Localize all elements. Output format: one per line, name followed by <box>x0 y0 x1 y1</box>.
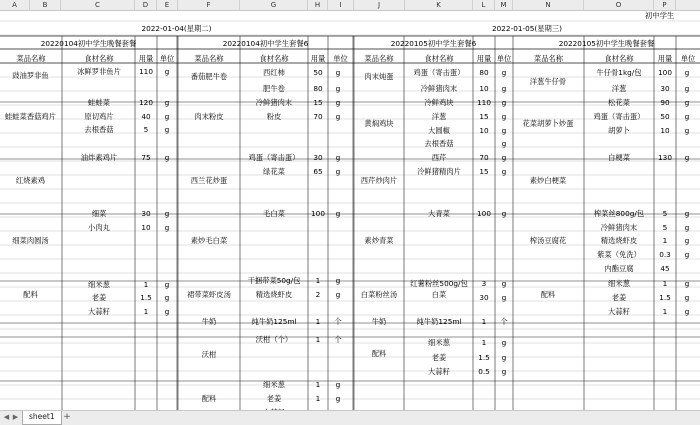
cell[interactable]: 冷鲜猪肉末 <box>255 98 293 107</box>
cell[interactable]: g <box>164 67 170 76</box>
cell[interactable]: g <box>335 276 341 285</box>
cell[interactable]: 1 <box>315 394 321 403</box>
column-header-m[interactable]: M <box>495 0 513 10</box>
cell[interactable]: 松花菜 <box>608 98 630 107</box>
column-header-d[interactable]: D <box>135 0 157 10</box>
menu-title-c2: 20220104初中学生套餐6 <box>222 39 309 48</box>
sheet-tab-sheet1[interactable]: sheet1 <box>22 411 62 425</box>
cell[interactable]: 精选烧虾皮 <box>255 290 293 299</box>
cell[interactable]: 10 <box>660 126 670 135</box>
cell[interactable]: 洋葱牛仔骨 <box>529 77 567 86</box>
cell[interactable]: 冷鲜鸡块 <box>424 98 454 107</box>
cell[interactable]: 老姜 <box>91 293 107 302</box>
cell[interactable]: g <box>684 68 690 77</box>
cell[interactable]: 榨汤豆腐花 <box>529 236 567 245</box>
cell[interactable]: g <box>684 126 690 135</box>
cell[interactable]: 1.5 <box>140 293 152 302</box>
sheet-tab-bar <box>0 410 700 425</box>
cell[interactable]: 80 <box>479 68 489 77</box>
cell[interactable]: 绿花菜 <box>263 167 285 176</box>
cell[interactable]: g <box>164 125 170 134</box>
cell[interactable]: 1 <box>662 279 668 288</box>
cell[interactable]: 老姜 <box>431 353 447 362</box>
cell[interactable]: g <box>335 98 341 107</box>
menu-title-c4: 20220105初中学生晚餐套餐 <box>558 39 655 48</box>
cell[interactable]: g <box>335 394 341 403</box>
cell[interactable]: 1 <box>662 236 668 245</box>
cell[interactable]: 肉末炖蛋 <box>364 72 394 81</box>
cell[interactable]: 番茄肥牛卷 <box>190 72 228 81</box>
cell[interactable]: 30 <box>660 84 670 93</box>
cell[interactable]: 5 <box>662 223 668 232</box>
cell[interactable]: 西红柿 <box>263 68 285 77</box>
header-ingredient: 食材名称 <box>259 54 289 63</box>
cell[interactable]: g <box>684 279 690 288</box>
cell[interactable]: g <box>335 290 341 299</box>
cell[interactable]: g <box>164 293 170 302</box>
cell[interactable]: g <box>501 209 507 218</box>
cell[interactable]: 老姜 <box>611 293 627 302</box>
cell[interactable]: g <box>164 112 170 121</box>
cell[interactable]: 45 <box>660 264 670 273</box>
cell[interactable]: 素炒白梗菜 <box>529 176 567 185</box>
cell[interactable]: 90 <box>660 98 670 107</box>
cell[interactable]: 牛仔骨1kg/包 <box>596 68 642 77</box>
cell[interactable]: 蛙蛙菜香菇鸡片 <box>4 112 57 121</box>
prev-sheet-icon[interactable]: ◀ <box>3 413 10 421</box>
cell[interactable]: 毛白菜 <box>263 209 285 218</box>
cell[interactable]: g <box>684 293 690 302</box>
cell[interactable]: 黄焖鸡块 <box>364 119 394 128</box>
header-qty: 用量 <box>138 54 154 63</box>
cell[interactable]: 1 <box>662 307 668 316</box>
cell[interactable]: 1.5 <box>659 293 671 302</box>
cell[interactable]: 80 <box>313 84 323 93</box>
cell[interactable]: g <box>335 84 341 93</box>
cell[interactable]: 大蒜籽 <box>608 307 630 316</box>
menu-title-c1: 20220104初中学生晚餐套餐 <box>40 39 137 48</box>
cell[interactable]: 10 <box>141 223 151 232</box>
cell[interactable]: 冰鲜罗非鱼片 <box>77 67 121 76</box>
cell[interactable]: g <box>164 209 170 218</box>
cell[interactable]: g <box>501 338 507 347</box>
cell[interactable]: g <box>501 167 507 176</box>
cell[interactable]: 100 <box>477 209 491 218</box>
cell[interactable]: 30 <box>479 293 489 302</box>
cell[interactable]: 配料 <box>540 290 556 299</box>
cell[interactable]: g <box>501 153 507 162</box>
cell[interactable]: 榨菜丝800g/包 <box>593 209 645 218</box>
column-header-k[interactable]: K <box>405 0 473 10</box>
cell[interactable]: 5 <box>662 209 668 218</box>
cell[interactable]: 花菜胡萝卜炒蛋 <box>522 119 574 128</box>
cell[interactable]: 豉油罗非鱼 <box>12 71 49 80</box>
cell[interactable]: 1 <box>481 338 487 347</box>
header-ingredient: 食材名称 <box>424 54 454 63</box>
cell[interactable]: 蛙蛙菜 <box>88 98 110 107</box>
cell[interactable]: 素炒青菜 <box>364 236 394 245</box>
cell[interactable]: 沃柑（个） <box>255 335 293 344</box>
cell[interactable]: g <box>335 68 341 77</box>
cell[interactable]: g <box>335 380 341 389</box>
cell[interactable]: 个 <box>334 317 342 326</box>
cell[interactable]: g <box>684 153 690 162</box>
cell[interactable]: 老姜 <box>266 394 282 403</box>
cell[interactable]: 配料 <box>371 349 387 358</box>
cell[interactable]: g <box>164 98 170 107</box>
cell[interactable]: 干捆带菜50g/包 <box>247 276 301 285</box>
header-ingredient: 食材名称 <box>604 54 634 63</box>
column-header-j[interactable]: J <box>354 0 405 10</box>
cell[interactable]: 1 <box>315 335 321 344</box>
add-sheet-button[interactable]: + <box>63 412 71 422</box>
cell[interactable]: 细菜 <box>91 209 107 218</box>
cell[interactable]: g <box>684 112 690 121</box>
header-qty: 用量 <box>310 54 326 63</box>
cell[interactable]: 冷鲜猪肉末 <box>600 223 638 232</box>
cell[interactable]: 去根香菇 <box>84 125 114 134</box>
title-text: 初中学生 <box>645 11 675 20</box>
cell[interactable]: 紫菜（免洗） <box>597 250 641 259</box>
header-dish: 菜品名称 <box>533 54 564 63</box>
cell[interactable]: 西兰花炒蛋 <box>190 176 228 185</box>
cell[interactable]: 65 <box>313 167 323 176</box>
column-header-b[interactable]: B <box>30 0 61 10</box>
cell[interactable]: 沃柑 <box>201 350 217 359</box>
cell[interactable]: 120 <box>139 98 153 107</box>
column-header-n[interactable]: N <box>513 0 584 10</box>
cell[interactable]: g <box>501 112 507 121</box>
cell[interactable]: 细米葱 <box>263 380 285 389</box>
cell[interactable]: 75 <box>141 153 151 162</box>
cell[interactable]: g <box>684 98 690 107</box>
cell[interactable]: 110 <box>477 98 491 107</box>
cell[interactable]: g <box>684 250 690 259</box>
cell[interactable]: 0.3 <box>659 250 671 259</box>
header-dish: 菜品名称 <box>364 54 394 63</box>
cell[interactable]: 肉末粉皮 <box>194 112 224 121</box>
column-header-o[interactable]: O <box>584 0 654 10</box>
column-header-p[interactable]: P <box>654 0 676 10</box>
cell[interactable]: 1 <box>143 280 149 289</box>
header-unit: 单位 <box>680 54 696 63</box>
cell[interactable]: 配料 <box>201 394 217 403</box>
cell[interactable]: g <box>164 280 170 289</box>
cell[interactable]: 纯牛奶125ml <box>251 317 297 326</box>
cell[interactable]: 大圆椒 <box>428 126 450 135</box>
day1-date: 2022-01-04(星期二) <box>141 24 212 33</box>
cell[interactable]: g <box>501 68 507 77</box>
cell[interactable]: 原切鸡片 <box>84 112 114 121</box>
cell[interactable]: 纯牛奶125ml <box>416 317 462 326</box>
column-header-g[interactable]: G <box>240 0 308 10</box>
cell[interactable]: g <box>501 139 507 148</box>
cell[interactable]: 去根香菇 <box>424 139 454 148</box>
cell[interactable]: g <box>335 112 341 121</box>
spreadsheet-grid[interactable] <box>0 11 700 411</box>
cell[interactable]: g <box>335 209 341 218</box>
cell[interactable]: 10 <box>479 84 489 93</box>
cell[interactable]: 1 <box>315 380 321 389</box>
cell[interactable]: 裙带菜虾皮汤 <box>187 290 231 299</box>
cell[interactable]: 红烧素鸡 <box>15 176 46 185</box>
cell[interactable]: 100 <box>311 209 325 218</box>
cell[interactable]: 3 <box>481 279 487 288</box>
column-header-i[interactable]: I <box>328 0 354 10</box>
header-unit: 单位 <box>159 54 175 63</box>
cell[interactable]: 2 <box>315 290 321 299</box>
cell[interactable]: 牛奶 <box>371 317 387 326</box>
header-unit: 单位 <box>496 54 512 63</box>
header-qty: 用量 <box>657 54 673 63</box>
cell[interactable]: 0.5 <box>478 367 490 376</box>
cell[interactable]: 油炸素鸡片 <box>80 153 118 162</box>
next-sheet-icon[interactable]: ▶ <box>12 413 19 421</box>
cell[interactable]: g <box>684 236 690 245</box>
cell[interactable]: g <box>164 153 170 162</box>
cell[interactable]: 30 <box>141 209 151 218</box>
column-header-f[interactable]: F <box>178 0 240 10</box>
cell[interactable]: 1 <box>481 317 487 326</box>
cell[interactable]: 素炒毛白菜 <box>190 236 228 245</box>
cell[interactable]: 小肉丸 <box>88 223 110 232</box>
header-dish: 菜品名称 <box>16 54 46 63</box>
cell[interactable]: 100 <box>658 68 672 77</box>
column-header-e[interactable]: E <box>157 0 178 10</box>
cell[interactable]: 10 <box>479 126 489 135</box>
column-header-l[interactable]: L <box>473 0 495 10</box>
cell[interactable]: 大青菜 <box>428 209 450 218</box>
cell[interactable]: g <box>684 223 690 232</box>
cell[interactable]: 鸡蛋（寄击蛋） <box>413 68 465 77</box>
cell[interactable]: 30 <box>313 153 323 162</box>
header-unit: 单位 <box>333 54 348 63</box>
cell[interactable]: 细米葱 <box>608 279 630 288</box>
cell[interactable]: g <box>684 307 690 316</box>
column-header-bar <box>0 0 700 11</box>
cell[interactable]: 冷鲜猪肉末 <box>420 84 458 93</box>
cell[interactable]: g <box>501 98 507 107</box>
cell[interactable]: 1 <box>315 276 321 285</box>
cell[interactable]: g <box>335 153 341 162</box>
cell[interactable]: g <box>684 209 690 218</box>
menu-title-c3: 20220105初中学生套餐6 <box>390 39 477 48</box>
cell[interactable]: g <box>501 279 507 288</box>
cell[interactable]: 15 <box>313 98 323 107</box>
cell[interactable]: 牛奶 <box>201 317 217 326</box>
cell[interactable]: 洋葱 <box>611 84 627 93</box>
cell[interactable]: 50 <box>660 112 670 121</box>
cell[interactable]: 白菜 <box>431 290 447 299</box>
cell[interactable]: 胡萝卜 <box>608 126 630 135</box>
cell[interactable]: g <box>501 367 507 376</box>
cell[interactable]: g <box>501 293 507 302</box>
cell[interactable]: g <box>501 126 507 135</box>
cell[interactable]: 内酯豆腐 <box>604 264 634 273</box>
cell[interactable]: 鸡蛋（寄击蛋） <box>593 112 645 121</box>
cell[interactable]: g <box>501 84 507 93</box>
cell[interactable]: 50 <box>313 68 323 77</box>
cell[interactable]: 1.5 <box>478 353 490 362</box>
cell[interactable]: 细米葱 <box>88 280 110 289</box>
cell[interactable]: 西芹炒肉片 <box>360 176 398 185</box>
cell[interactable]: 精选烧虾皮 <box>600 236 638 245</box>
column-header-a[interactable]: A <box>0 0 30 10</box>
cell[interactable]: 1 <box>143 307 149 316</box>
cell[interactable]: 个 <box>500 317 508 326</box>
cell[interactable]: 细米葱 <box>428 338 450 347</box>
cell[interactable]: 大蒜籽 <box>428 367 450 376</box>
cell[interactable]: g <box>164 223 170 232</box>
cell[interactable]: 肥牛卷 <box>263 84 285 93</box>
cell[interactable]: 110 <box>139 67 153 76</box>
cell[interactable]: 冷鲜猪精肉片 <box>417 167 461 176</box>
cell[interactable]: 15 <box>479 112 489 121</box>
column-header-h[interactable]: H <box>308 0 328 10</box>
header-ingredient: 食材名称 <box>84 54 114 63</box>
cell[interactable]: 40 <box>141 112 151 121</box>
cell[interactable]: 70 <box>313 112 323 121</box>
header-qty: 用量 <box>476 54 492 63</box>
cell[interactable]: 细菜肉圆汤 <box>12 236 49 245</box>
cell[interactable]: 5 <box>143 125 149 134</box>
cell[interactable]: 白梗菜 <box>608 153 630 162</box>
cell[interactable]: g <box>335 167 341 176</box>
cell[interactable]: 大蒜籽 <box>88 307 110 316</box>
cell[interactable]: 配料 <box>23 290 38 299</box>
cell[interactable]: 1 <box>315 317 321 326</box>
cell[interactable]: g <box>501 353 507 362</box>
cell[interactable]: 洋葱 <box>431 112 447 121</box>
header-dish: 菜品名称 <box>194 54 224 63</box>
cell[interactable]: 粉皮 <box>266 112 282 121</box>
cell[interactable]: 鸡蛋（寄击蛋） <box>248 153 300 162</box>
cell[interactable]: 个 <box>334 335 342 344</box>
cell[interactable]: 130 <box>658 153 672 162</box>
cell[interactable]: 西芹 <box>431 153 447 162</box>
day2-date: 2022-01-05(星期三) <box>492 24 562 33</box>
cell[interactable]: g <box>684 84 690 93</box>
cell[interactable]: 红薯粉丝500g/包 <box>410 279 468 288</box>
cell[interactable]: 白菜粉丝汤 <box>360 290 398 299</box>
column-header-c[interactable]: C <box>61 0 135 10</box>
cell[interactable]: 70 <box>479 153 489 162</box>
cell[interactable]: g <box>164 307 170 316</box>
cell[interactable]: 15 <box>479 167 489 176</box>
